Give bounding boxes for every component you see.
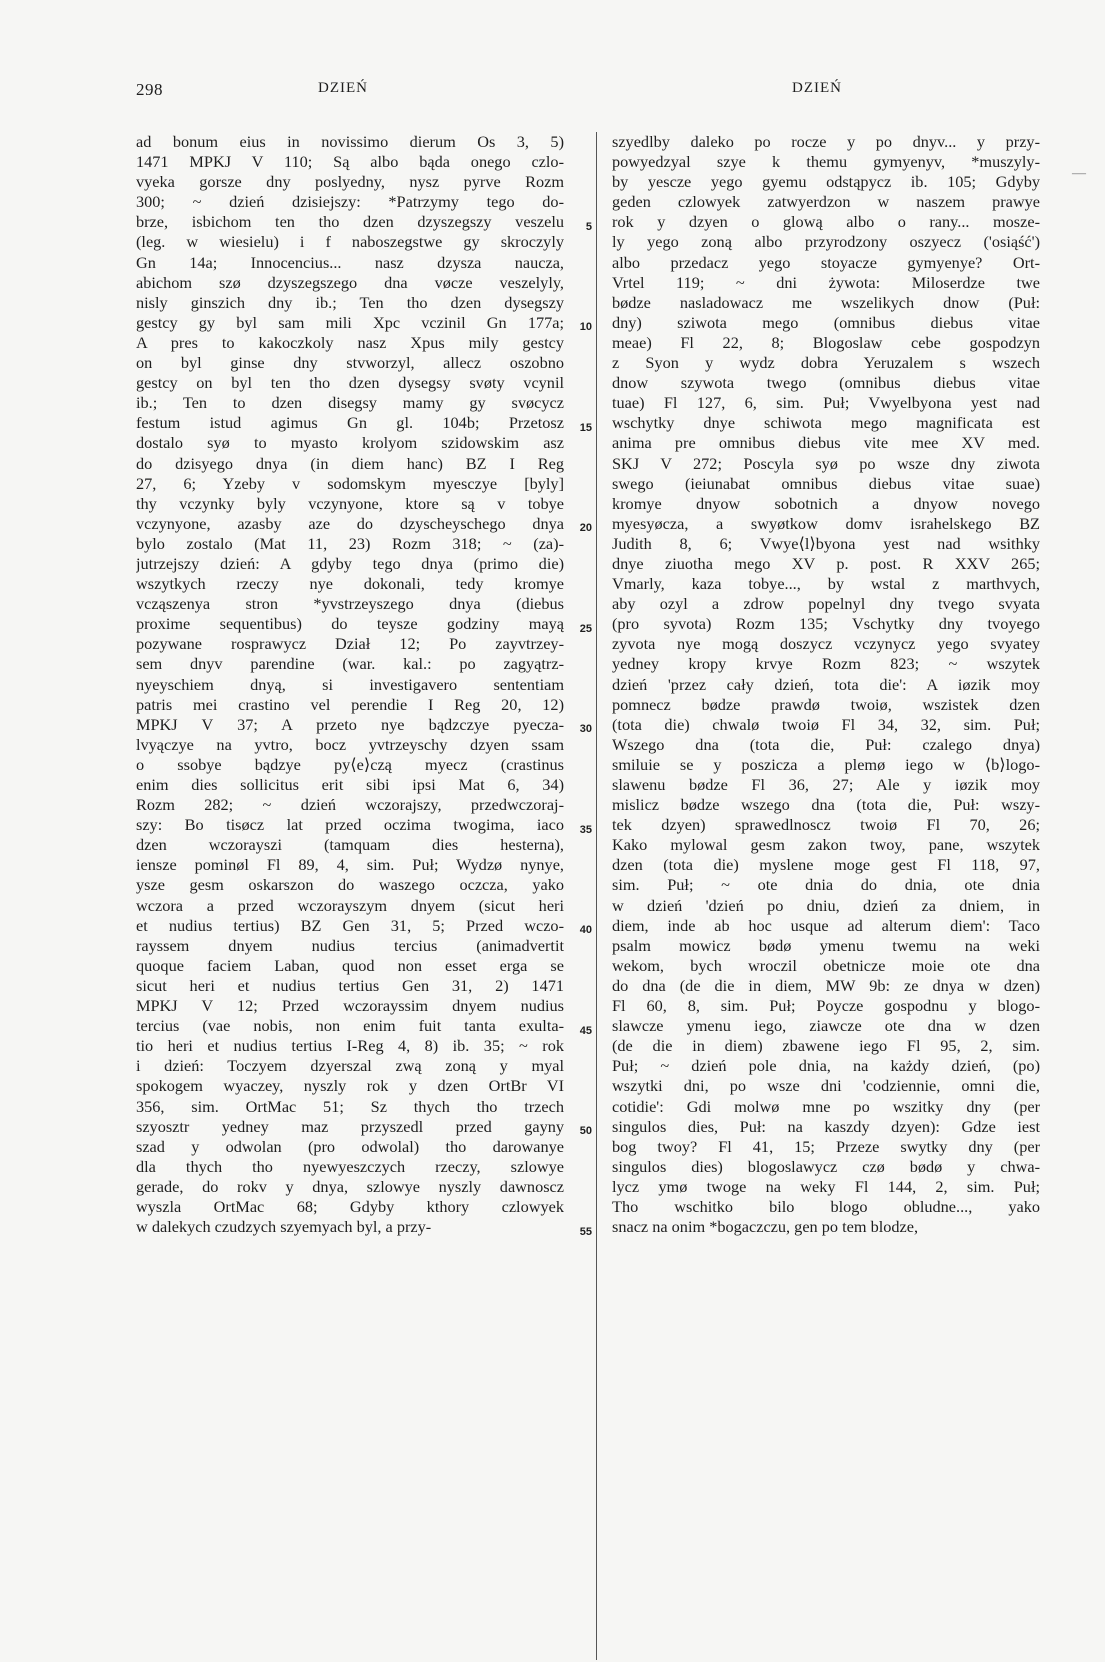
text-line: slawenu bødze Fl 36, 27; Ale y iøzik moy [612,775,1040,794]
text-line: 27, 6; Yzeby v sodomskym myesczye [byly] [136,473,564,493]
text-line: swego (ieiunabat omnibus diebus vitae suae) [612,473,1040,493]
text-line: szy: Bo tisøcz lat przed oczima twogima, iaco [136,815,564,835]
text-line: Wszego dna (tota die, Puł: czalego dnya) [612,734,1040,754]
text-line: snacz na onim *bogaczczu, gen po tem blodze, [612,1217,919,1237]
text-line: wekom, bych wroczil obetnicze moie ote dna [612,955,1040,975]
text-line: meae) Fl 22, 8; Blogoslaw cebe gospodzyn [612,332,1040,352]
line-number: 10 [579,321,592,333]
text-line: do dna (de die in diem, MW 9b: ze dnya w dzen) [612,975,1040,995]
line-number: 25 [579,623,592,635]
text-line: SKJ V 272; Poscyla syø po wsze dny ziwota [612,453,1040,473]
text-line: by yescze yego gyemu odstąpycz ib. 105; Gdyby [612,172,1040,192]
margin-mark: — [1072,166,1086,181]
line-number: 50 [579,1125,592,1137]
text-line: wszytki dni, po wsze dni 'codziennie, omni die, [612,1076,1040,1096]
text-line: w dalekych czudzych szyemyach byl, a przy- [136,1217,432,1237]
text-line: sem dnyv parendine (war. kal.: po zagyątrz- [136,654,564,674]
text-line: vczynyone, azasby aze do dzyscheyschego dnya [136,513,564,533]
text-line: (leg. w wiesielu) i f naboszegstwe gy skroczyly [136,232,564,252]
text-line: dzen wczorayszi (tamquam dies hesterna), [136,835,564,855]
text-line: rayssem dnyem nudius tercius (animadvertit [136,935,564,955]
text-line: szad y odwolan (pro odwolal) tho darowanye [136,1136,564,1156]
text-line: enim dies sollicitus erit sibi ipsi Mat 6, 34) [136,775,564,794]
text-line: wyszla OrtMac 68; Gdyby kthory czlowyek [136,1196,564,1216]
text-line: quoque faciem Laban, quod non esset erga se [136,955,564,975]
text-line: lvyączye na yvtro, bocz yvtrzeyschy dzyen ssam [136,734,564,754]
right-column [612,132,1040,1237]
text-line: mislicz bødze wszego dna (tota die, Puł: wszy- [612,795,1040,815]
text-line: gestcy on byl ten tho dzen dysegsy svøty vcynil [136,373,564,393]
text-line: powyedzyal szye k themu gymyenyv, *muszyly- [612,152,1040,172]
text-line: Judith 8, 6; Vwye⟨l⟩byona yest nad wsithky [612,533,1040,553]
text-line: (tota die) chwalø twoiø Fl 34, 32, sim. Puł; [612,714,1040,734]
text-line: dzień 'przez cały dzień, tota die': A iøzik moy [612,674,1040,694]
text-line: bødze nasladowacz me wszelikych dnow (Puł: [612,292,1040,312]
text-line: (pro syvota) Rozm 135; Vschytky dny tvoyego [612,614,1040,634]
running-header-right: DZIEŃ [792,80,842,96]
text-line: slawcze ymenu iego, ziawcze ote dna w dzen [612,1016,1040,1036]
text-line: vcząszenya stron *yvstrzeyszego dnya (diebus [136,594,564,614]
text-line: ib.; Ten to dzen disegsy mamy gy svøcycz [136,393,564,413]
text-line: ly yego zoną albo przyrodzony oszyecz ('osiąść') [612,232,1040,252]
text-line: gerade, do rokv y dnya, szlowye nyszly dawnoscz [136,1176,564,1196]
text-line: jutrzejszy dzień: A gdyby tego dnya (primo die) [136,553,564,573]
text-line: Fl 60, 8, sim. Puł; Poycze gospodnu y blogo- [612,996,1040,1016]
text-line: diem, inde ab hoc usque ad alterum diem': Taco [612,915,1040,935]
page-number: 298 [136,80,163,99]
text-line: z Syon y wydz dobra Yeruzalem s wszech [612,353,1040,373]
text-line: dnye ziuotha mego XV p. post. R XXV 265; [612,553,1040,573]
text-line: lycz ymø twoge na weky Fl 144, 2, sim. Puł; [612,1176,1040,1196]
text-line: tercius (vae nobis, non enim fuit tanta exulta- [136,1016,564,1036]
text-line: zyvota nye mogą doszycz vczynycz yego svyatey [612,634,1040,654]
text-line: nisly ginszich dny ib.; Ten tho dzen dysegszy [136,292,564,312]
text-line: dny) sziwota mego (omnibus diebus vitae [612,312,1040,332]
text-line: w dzień 'dzień po dniu, dzień za dniem, in [612,895,1040,915]
text-line: A pres to kakoczkoly nasz Xpus mily gestcy [136,332,564,352]
text-line: szyedlby daleko po rocze y po dnyv... y przy- [612,132,1040,151]
text-line: thy vczynky byly vczynyone, ktore są v tobye [136,493,564,513]
text-line: myesyøcza, a swyøtkow domv israhelskego BZ [612,513,1040,533]
line-number: 35 [579,824,592,836]
text-line: wschytky dnye schiwota mego magnificata est [612,413,1040,433]
line-number: 40 [579,924,592,936]
text-line: patris mei crastino vel perendie I Reg 20, 12) [136,694,564,714]
line-number: 5 [585,221,592,233]
text-line: dnow szywota twego (omnibus diebus vitae [612,373,1040,393]
text-line: Tho wschitko bilo blogo obludne..., yako [612,1196,1040,1216]
text-line: rok y dzyen o glową albo o rany... mosze- [612,212,1040,232]
text-line: 300; ~ dzień dzisiejszy: *Patrzymy tego do- [136,192,564,212]
text-line: on byl ginse dny stvworzyl, allecz oszobno [136,353,564,373]
text-line: tek dzyen) sprawedlnoscz twoiø Fl 70, 26; [612,815,1040,835]
running-header-left: DZIEŃ [318,80,368,96]
text-line: Puł; ~ dzień pole dnia, na każdy dzień, (po) [612,1056,1040,1076]
text-line: proxime sequentibus) do teysze godziny mayą [136,614,564,634]
text-line: bog twoy? Fl 41, 15; Przeze swytky dny (per [612,1136,1040,1156]
line-number: 20 [579,522,592,534]
text-line: i dzień: Toczyem dzyerszal zwą zoną y myal [136,1056,564,1076]
text-line: Vrtel 119; ~ dni żywota: Miloserdze twe [612,272,1040,292]
text-line: abichom szø dzyszegszego dna vøcze veszelyly, [136,272,564,292]
text-line: (de die in diem) zbawene iego Fl 95, 2, sim. [612,1036,1040,1056]
text-line: Rozm 282; ~ dzień wczorajszy, przedwczoraj- [136,795,564,815]
text-line: bylo zostalo (Mat 11, 23) Rozm 318; ~ (za)- [136,533,564,553]
text-line: 1471 MPKJ V 110; Są albo bąda onego czlo- [136,152,564,172]
line-number: 55 [579,1226,592,1238]
text-line: yedney kropy krvye Rozm 823; ~ wszytek [612,654,1040,674]
text-line: albo przedacz yego stoyacze gymyenye? Ort- [612,252,1040,272]
left-column [136,132,564,1237]
text-line: wczora a przed wczorayszym dnyem (sicut heri [136,895,564,915]
text-line: MPKJ V 37; A przeto nye bądzczye pyecza- [136,714,564,734]
text-line: geden czlowyek zatwyerdzon w naszem prawye [612,192,1040,212]
text-line: festum istud agimus Gn gl. 104b; Przetosz [136,413,564,433]
text-line: wszytkych rzeczy nye dokonali, tedy kromye [136,574,564,594]
line-number: 30 [579,723,592,735]
text-line: ysze gesm oskarszon do waszego oczcza, yako [136,875,564,895]
text-line: Vmarly, kaza tobye..., by wstal z marthvych, [612,574,1040,594]
column-divider [596,132,597,1662]
text-line: Gn 14a; Innocencius... nasz dzysza naucza, [136,252,564,272]
line-number: 45 [579,1025,592,1037]
text-line: sicut heri et nudius tertius Gen 31, 2) 1471 [136,975,564,995]
text-line: aby ozyl a zdrow popelnyl dny tvego svyata [612,594,1040,614]
text-line: nyeyschiem dnyą, si investigavero sententiam [136,674,564,694]
text-line: dla thych tho nyewyeszczych rzeczy, szlowye [136,1156,564,1176]
text-line: iensze pominøl Fl 89, 4, sim. Puł; Wydzø nynye, [136,855,564,875]
text-line: vyeka gorsze dny poslyedny, nysz pyrve Rozm [136,172,564,192]
text-line: singulos dies, Puł: na kaszdy dzyen): Gdze iest [612,1116,1040,1136]
text-line: spokogem wyaczey, nyszly rok y dzen OrtBr VI [136,1076,564,1096]
text-line: psalm mowicz bødø ymenu twemu na weki [612,935,1040,955]
text-line: tio heri et nudius tertius I-Reg 4, 8) ib. 35; ~ rok [136,1036,564,1056]
text-line: pomnecz bødze prawdø twoiø, wszistek dzen [612,694,1040,714]
text-line: cotidie': Gdi molwø mne po wszitky dny (per [612,1096,1040,1116]
text-line: dostalo syø to myasto krolyom szidowskim asz [136,433,564,453]
text-line: tuae) Fl 127, 6, sim. Puł; Vwyelbyona yest nad [612,393,1040,413]
text-line: kromye dnyow sobotnich a dnyow novego [612,493,1040,513]
text-line: MPKJ V 12; Przed wczorayssim dnyem nudius [136,996,564,1016]
text-line: brze, isbichom ten tho dzen dzyszegszy veszelu [136,212,564,232]
text-line: dzen (tota die) myslene moge gest Fl 118, 97, [612,855,1040,875]
text-line: sim. Puł; ~ ote dnia do dnia, ote dnia [612,875,1040,895]
text-line: smiluie se y poszicza a plemø iego w ⟨b⟩logo- [612,754,1040,774]
text-line: et nudius tertius) BZ Gen 31, 5; Przed wczo- [136,915,564,935]
text-line: ad bonum eius in novissimo dierum Os 3, 5) [136,132,564,151]
line-number: 15 [579,422,592,434]
text-line: gestcy gy byl sam mili Xpc vczinil Gn 177a; [136,312,564,332]
text-line: Kako mylowal gesm zakon twoy, pane, wszytek [612,835,1040,855]
text-line: singulos dies) blogoslawycz czø bødø y chwa- [612,1156,1040,1176]
text-line: do dzisyego dnya (in diem hanc) BZ I Reg [136,453,564,473]
text-line: anima pre omnibus diebus vite mee XV med. [612,433,1040,453]
text-line: 356, sim. OrtMac 51; Sz thych tho trzech [136,1096,564,1116]
text-line: pozywane rosprawycz Dział 12; Po zayvtrzey- [136,634,564,654]
text-line: szyosztr yedney maz przyszedl przed gayny [136,1116,564,1136]
text-line: o ssobye bądzye py⟨e⟩czą myecz (crastinus [136,754,564,774]
